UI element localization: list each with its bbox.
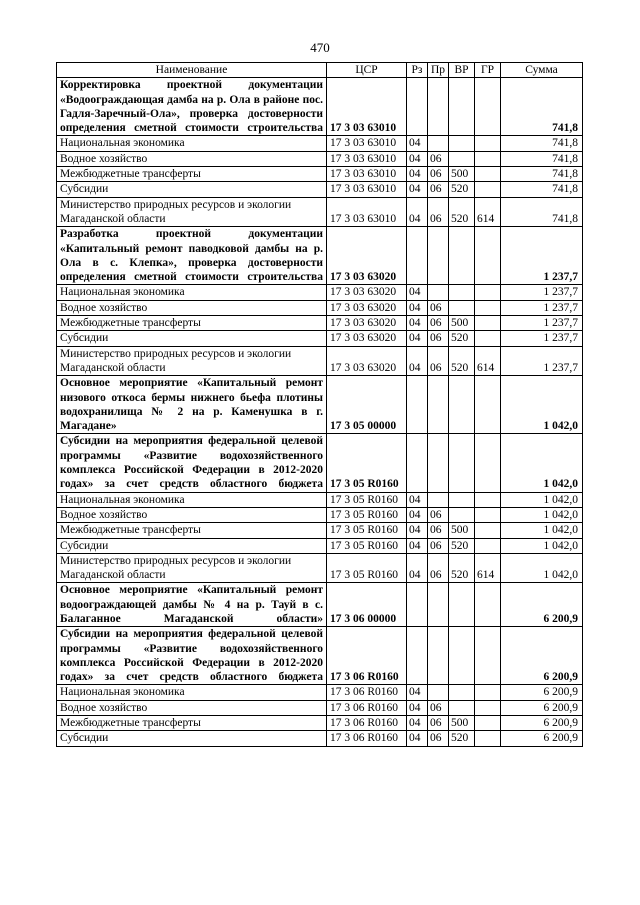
- table-row: [57, 583, 583, 627]
- cell-name: Межбюджетные трансферты: [57, 167, 327, 182]
- cell-pr: [428, 227, 449, 285]
- cell-gr: [475, 492, 501, 507]
- cell-rz: 04: [407, 300, 428, 315]
- cell-csr: 17 3 03 63020: [327, 227, 407, 285]
- cell-gr: [475, 78, 501, 136]
- cell-csr: 17 3 05 R0160: [327, 538, 407, 553]
- table-header-row: [57, 63, 583, 78]
- cell-rz: 04: [407, 523, 428, 538]
- cell-gr: [475, 331, 501, 346]
- table-row: [57, 182, 583, 197]
- cell-gr: [475, 182, 501, 197]
- table-row: [57, 523, 583, 538]
- cell-rz: 04: [407, 316, 428, 331]
- header-gr: ГР: [475, 63, 501, 78]
- cell-pr: 06: [428, 346, 449, 376]
- cell-gr: [475, 700, 501, 715]
- cell-vr: 500: [449, 167, 475, 182]
- cell-gr: [475, 627, 501, 685]
- cell-csr: 17 3 03 63020: [327, 331, 407, 346]
- header-csr: ЦСР: [327, 63, 407, 78]
- cell-vr: [449, 507, 475, 522]
- cell-name: Субсидии на мероприятия федеральной целевой программы «Развитие водохозяйственного комплекса Российской Федерации в 2012-2020 годах» за счет средств областного бюджета: [57, 627, 327, 685]
- cell-vr: [449, 285, 475, 300]
- cell-vr: [449, 434, 475, 492]
- cell-sum: 1 042,0: [501, 507, 583, 522]
- cell-csr: 17 3 06 R0160: [327, 627, 407, 685]
- table-row: [57, 167, 583, 182]
- header-pr: Пр: [428, 63, 449, 78]
- table-row: [57, 227, 583, 285]
- cell-rz: [407, 78, 428, 136]
- cell-vr: [449, 151, 475, 166]
- cell-sum: 1 042,0: [501, 376, 583, 434]
- cell-sum: 6 200,9: [501, 583, 583, 627]
- cell-pr: [428, 583, 449, 627]
- cell-sum: 741,8: [501, 151, 583, 166]
- cell-pr: 06: [428, 507, 449, 522]
- cell-name: Субсидии: [57, 182, 327, 197]
- cell-sum: 1 237,7: [501, 300, 583, 315]
- cell-name: Министерство природных ресурсов и экологии Магаданской области: [57, 346, 327, 376]
- cell-sum: 1 237,7: [501, 227, 583, 285]
- cell-csr: 17 3 05 R0160: [327, 507, 407, 522]
- cell-rz: 04: [407, 507, 428, 522]
- cell-gr: [475, 151, 501, 166]
- cell-name: Межбюджетные трансферты: [57, 716, 327, 731]
- cell-name: Министерство природных ресурсов и экологии Магаданской области: [57, 197, 327, 227]
- table-row: [57, 331, 583, 346]
- table-row: [57, 300, 583, 315]
- cell-rz: 04: [407, 346, 428, 376]
- cell-csr: 17 3 03 63020: [327, 285, 407, 300]
- cell-gr: [475, 583, 501, 627]
- cell-vr: [449, 136, 475, 151]
- cell-vr: 520: [449, 553, 475, 583]
- cell-vr: 520: [449, 182, 475, 197]
- cell-sum: 741,8: [501, 136, 583, 151]
- cell-csr: 17 3 03 63010: [327, 197, 407, 227]
- cell-csr: 17 3 05 R0160: [327, 523, 407, 538]
- cell-rz: 04: [407, 167, 428, 182]
- cell-pr: [428, 376, 449, 434]
- cell-pr: [428, 434, 449, 492]
- cell-vr: [449, 300, 475, 315]
- cell-vr: [449, 685, 475, 700]
- cell-csr: 17 3 06 R0160: [327, 700, 407, 715]
- cell-vr: 500: [449, 523, 475, 538]
- table-row: [57, 685, 583, 700]
- cell-name: Субсидии: [57, 731, 327, 746]
- header-name: Наименование: [57, 63, 327, 78]
- cell-csr: 17 3 06 R0160: [327, 685, 407, 700]
- table-row: [57, 316, 583, 331]
- cell-name: Межбюджетные трансферты: [57, 316, 327, 331]
- cell-vr: [449, 583, 475, 627]
- cell-gr: [475, 507, 501, 522]
- cell-sum: 741,8: [501, 182, 583, 197]
- cell-name: Национальная экономика: [57, 685, 327, 700]
- table-row: [57, 346, 583, 376]
- cell-pr: 06: [428, 151, 449, 166]
- cell-gr: [475, 167, 501, 182]
- cell-pr: 06: [428, 553, 449, 583]
- cell-sum: 6 200,9: [501, 627, 583, 685]
- header-rz: Рз: [407, 63, 428, 78]
- cell-sum: 1 237,7: [501, 316, 583, 331]
- cell-name: Национальная экономика: [57, 492, 327, 507]
- table-row: [57, 78, 583, 136]
- table-row: [57, 716, 583, 731]
- cell-pr: 06: [428, 538, 449, 553]
- cell-rz: 04: [407, 553, 428, 583]
- cell-pr: [428, 627, 449, 685]
- cell-pr: 06: [428, 523, 449, 538]
- cell-csr: 17 3 05 R0160: [327, 434, 407, 492]
- budget-table: [56, 62, 583, 747]
- cell-gr: 614: [475, 553, 501, 583]
- cell-gr: [475, 434, 501, 492]
- cell-vr: 520: [449, 731, 475, 746]
- cell-name: Субсидии: [57, 331, 327, 346]
- cell-rz: 04: [407, 685, 428, 700]
- cell-csr: 17 3 05 R0160: [327, 492, 407, 507]
- cell-rz: 04: [407, 716, 428, 731]
- cell-gr: [475, 685, 501, 700]
- cell-csr: 17 3 03 63010: [327, 167, 407, 182]
- cell-sum: 741,8: [501, 167, 583, 182]
- cell-pr: [428, 136, 449, 151]
- cell-csr: 17 3 03 63010: [327, 182, 407, 197]
- table-row: [57, 197, 583, 227]
- cell-rz: 04: [407, 700, 428, 715]
- cell-pr: [428, 285, 449, 300]
- cell-pr: [428, 78, 449, 136]
- cell-pr: 06: [428, 731, 449, 746]
- cell-vr: 500: [449, 316, 475, 331]
- cell-sum: 1 042,0: [501, 492, 583, 507]
- cell-rz: [407, 376, 428, 434]
- cell-vr: 520: [449, 331, 475, 346]
- cell-csr: 17 3 03 63020: [327, 346, 407, 376]
- cell-rz: 04: [407, 182, 428, 197]
- cell-vr: [449, 627, 475, 685]
- cell-sum: 1 042,0: [501, 553, 583, 583]
- cell-vr: 520: [449, 346, 475, 376]
- cell-rz: 04: [407, 285, 428, 300]
- cell-vr: 520: [449, 197, 475, 227]
- header-sum: Сумма: [501, 63, 583, 78]
- cell-gr: [475, 300, 501, 315]
- cell-vr: [449, 227, 475, 285]
- cell-rz: 04: [407, 197, 428, 227]
- cell-sum: 741,8: [501, 197, 583, 227]
- cell-pr: 06: [428, 316, 449, 331]
- cell-rz: [407, 227, 428, 285]
- cell-name: Основное мероприятие «Капитальный ремонт водоограждающей дамбы № 4 на р. Тауй в с. Балаганное Магаданской области»: [57, 583, 327, 627]
- cell-pr: 06: [428, 716, 449, 731]
- table-row: [57, 376, 583, 434]
- cell-gr: [475, 523, 501, 538]
- cell-sum: 6 200,9: [501, 685, 583, 700]
- cell-name: Национальная экономика: [57, 136, 327, 151]
- cell-vr: [449, 376, 475, 434]
- table-row: [57, 731, 583, 746]
- cell-gr: [475, 716, 501, 731]
- table-row: [57, 627, 583, 685]
- cell-name: Корректировка проектной документации «Водоограждающая дамба на р. Ола в районе пос. Гадля-Заречный-Ола», проверка достоверности определения сметной стоимости строительства: [57, 78, 327, 136]
- cell-gr: [475, 136, 501, 151]
- cell-csr: 17 3 06 00000: [327, 583, 407, 627]
- cell-name: Основное мероприятие «Капитальный ремонт низового откоса бермы нижнего бьефа плотины водохранилища № 2 на р. Каменушка в г. Магадане»: [57, 376, 327, 434]
- cell-gr: 614: [475, 346, 501, 376]
- cell-pr: 06: [428, 700, 449, 715]
- cell-rz: [407, 583, 428, 627]
- cell-name: Субсидии на мероприятия федеральной целевой программы «Развитие водохозяйственного комплекса Российской Федерации в 2012-2020 годах» за счет средств областного бюджета: [57, 434, 327, 492]
- page-number: 470: [310, 40, 330, 55]
- cell-sum: 1 042,0: [501, 434, 583, 492]
- cell-vr: 520: [449, 538, 475, 553]
- cell-sum: 741,8: [501, 78, 583, 136]
- cell-name: Межбюджетные трансферты: [57, 523, 327, 538]
- cell-csr: 17 3 03 63020: [327, 316, 407, 331]
- cell-pr: 06: [428, 167, 449, 182]
- cell-csr: 17 3 06 R0160: [327, 716, 407, 731]
- cell-rz: 04: [407, 151, 428, 166]
- cell-csr: 17 3 05 00000: [327, 376, 407, 434]
- table-row: [57, 507, 583, 522]
- table-row: [57, 553, 583, 583]
- cell-gr: [475, 227, 501, 285]
- cell-rz: [407, 627, 428, 685]
- cell-pr: 06: [428, 197, 449, 227]
- cell-vr: [449, 492, 475, 507]
- cell-sum: 1 237,7: [501, 331, 583, 346]
- cell-pr: 06: [428, 331, 449, 346]
- table-row: [57, 285, 583, 300]
- cell-name: Субсидии: [57, 538, 327, 553]
- table-row: [57, 136, 583, 151]
- cell-name: Национальная экономика: [57, 285, 327, 300]
- cell-name: Водное хозяйство: [57, 151, 327, 166]
- cell-sum: 6 200,9: [501, 716, 583, 731]
- cell-sum: 1 237,7: [501, 285, 583, 300]
- cell-gr: [475, 285, 501, 300]
- cell-vr: [449, 700, 475, 715]
- cell-csr: 17 3 03 63010: [327, 136, 407, 151]
- cell-rz: 04: [407, 492, 428, 507]
- cell-rz: 04: [407, 136, 428, 151]
- cell-sum: 1 042,0: [501, 523, 583, 538]
- cell-rz: 04: [407, 538, 428, 553]
- cell-pr: [428, 685, 449, 700]
- table-row: [57, 151, 583, 166]
- cell-sum: 6 200,9: [501, 731, 583, 746]
- cell-sum: 6 200,9: [501, 700, 583, 715]
- cell-csr: 17 3 06 R0160: [327, 731, 407, 746]
- cell-sum: 1 042,0: [501, 538, 583, 553]
- header-vr: ВР: [449, 63, 475, 78]
- cell-sum: 1 237,7: [501, 346, 583, 376]
- cell-vr: 500: [449, 716, 475, 731]
- cell-pr: 06: [428, 182, 449, 197]
- cell-pr: 06: [428, 300, 449, 315]
- cell-gr: [475, 731, 501, 746]
- table-row: [57, 700, 583, 715]
- cell-name: Водное хозяйство: [57, 507, 327, 522]
- cell-rz: [407, 434, 428, 492]
- cell-name: Разработка проектной документации «Капитальный ремонт паводковой дамбы на р. Ола в с. Клепка», проверка достоверности определения сметной стоимости строительства: [57, 227, 327, 285]
- cell-rz: 04: [407, 731, 428, 746]
- cell-gr: [475, 316, 501, 331]
- cell-rz: 04: [407, 331, 428, 346]
- table-row: [57, 538, 583, 553]
- cell-gr: [475, 376, 501, 434]
- table-body: [57, 78, 583, 746]
- cell-name: Водное хозяйство: [57, 300, 327, 315]
- cell-name: Министерство природных ресурсов и экологии Магаданской области: [57, 553, 327, 583]
- cell-vr: [449, 78, 475, 136]
- cell-csr: 17 3 05 R0160: [327, 553, 407, 583]
- table-row: [57, 434, 583, 492]
- cell-csr: 17 3 03 63020: [327, 300, 407, 315]
- cell-csr: 17 3 03 63010: [327, 151, 407, 166]
- table-row: [57, 492, 583, 507]
- cell-gr: 614: [475, 197, 501, 227]
- cell-csr: 17 3 03 63010: [327, 78, 407, 136]
- cell-name: Водное хозяйство: [57, 700, 327, 715]
- cell-gr: [475, 538, 501, 553]
- cell-pr: [428, 492, 449, 507]
